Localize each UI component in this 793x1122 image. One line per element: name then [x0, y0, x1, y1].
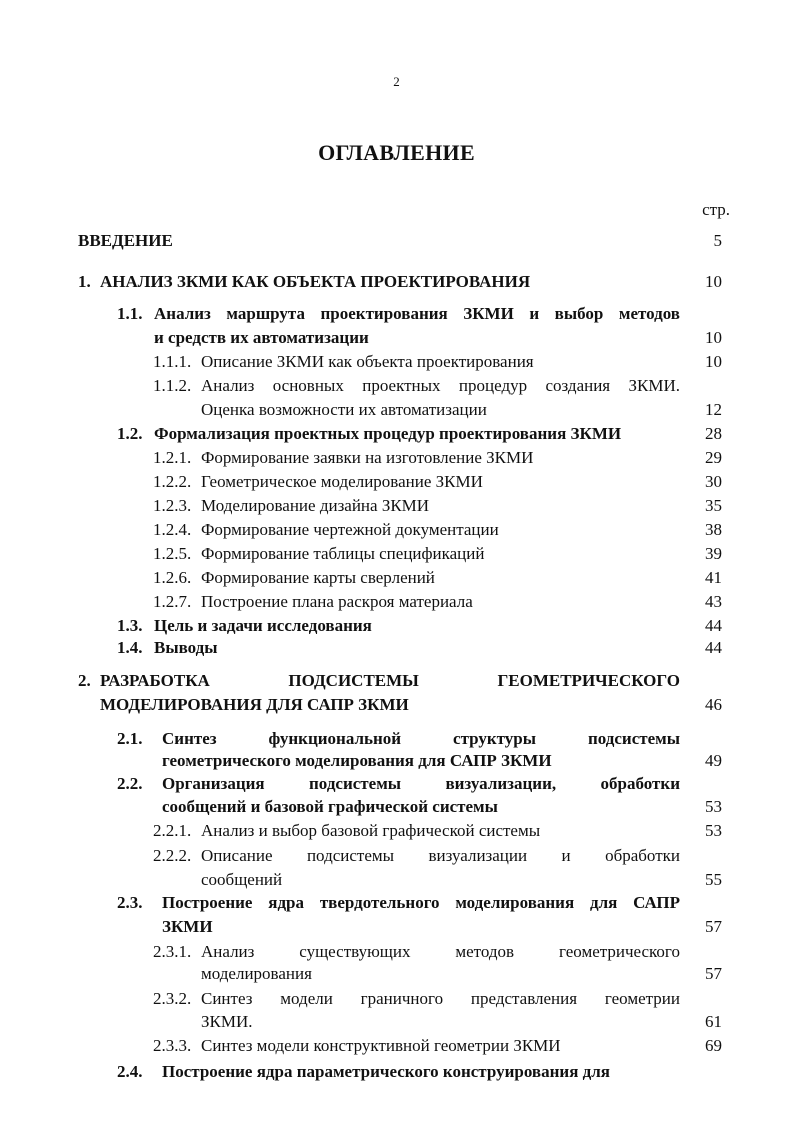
- page-title: ОГЛАВЛЕНИЕ: [318, 140, 475, 165]
- toc-entry-number: 1.2.4.: [153, 520, 192, 539]
- toc-entry-page: 41: [705, 568, 722, 587]
- toc-entry-title-line: Синтез модели граничного представления геометрии: [201, 989, 680, 1008]
- toc-entry-title-line: Построение плана раскроя материала: [201, 592, 473, 611]
- toc-entry-title-line: Моделирование дизайна ЗКМИ: [201, 496, 430, 515]
- toc-entry-number: 1.1.1.: [153, 352, 192, 371]
- toc-entry-title-line: ВВЕДЕНИЕ: [78, 231, 173, 250]
- toc-entry-title-line: Анализ существующих методов геометрического: [201, 942, 680, 961]
- toc-entry-number: 2.3.3.: [153, 1036, 192, 1055]
- toc-entry-page: 29: [705, 448, 722, 467]
- toc-entry-page: 30: [705, 472, 722, 491]
- toc-entry-page: 57: [705, 917, 722, 936]
- toc-entry-number: 1.2.6.: [153, 568, 192, 587]
- toc-entry-title-line: Анализ маршрута проектирования ЗКМИ и выбор методов: [154, 304, 680, 323]
- toc-entry-page: 49: [705, 751, 722, 770]
- toc-entry-page: 44: [705, 616, 722, 635]
- toc-entry-title-line: РАЗРАБОТКА ПОДСИСТЕМЫ ГЕОМЕТРИЧЕСКОГО: [100, 671, 680, 690]
- toc-entry-number: 2.4.: [117, 1062, 143, 1081]
- toc-entry-title-line: и средств их автоматизации: [154, 328, 369, 347]
- toc-entry-title-line: Формализация проектных процедур проектирования ЗКМИ: [154, 424, 622, 443]
- toc-entry-number: 1.: [78, 272, 91, 291]
- toc-entry-title-line: Построение ядра твердотельного моделирования для САПР: [162, 893, 680, 912]
- toc-entry-number: 1.2.3.: [153, 496, 192, 515]
- toc-entry-number: 1.4.: [117, 638, 143, 657]
- toc-entry-number: 2.3.: [117, 893, 143, 912]
- toc-entry-page: 5: [713, 231, 722, 250]
- toc-entry-title-line: Выводы: [154, 638, 218, 657]
- toc-entry-title-line: Описание подсистемы визуализации и обработки: [201, 846, 680, 865]
- toc-entry-title-line: Организация подсистемы визуализации, обработки: [162, 774, 680, 793]
- toc-entry-page: 38: [705, 520, 722, 539]
- toc-entry-title-line: Анализ и выбор базовой графической системы: [201, 821, 541, 840]
- toc-entry-title-line: МОДЕЛИРОВАНИЯ ДЛЯ САПР ЗКМИ: [100, 695, 409, 714]
- toc-entry-number: 1.3.: [117, 616, 143, 635]
- toc-entry-number: 1.1.: [117, 304, 143, 323]
- toc-entry-title-line: Формирование карты сверлений: [201, 568, 435, 587]
- toc-entry-title-line: геометрического моделирования для САПР ЗКМИ: [162, 751, 552, 770]
- toc-entry-page: 12: [705, 400, 722, 419]
- toc-entry-number: 1.2.: [117, 424, 143, 443]
- toc-entry-title-line: Формирование заявки на изготовление ЗКМИ: [201, 448, 534, 467]
- toc-entry-number: 2.2.: [117, 774, 143, 793]
- toc-entry-title-line: АНАЛИЗ ЗКМИ КАК ОБЪЕКТА ПРОЕКТИРОВАНИЯ: [100, 272, 531, 291]
- toc-entry-title-line: ЗКМИ: [162, 917, 213, 936]
- toc-entry-number: 1.2.7.: [153, 592, 192, 611]
- toc-entry-number: 2.3.2.: [153, 989, 192, 1008]
- toc-entry-number: 2.2.2.: [153, 846, 192, 865]
- toc-entry-page: 46: [705, 695, 722, 714]
- toc-entry-number: 1.1.2.: [153, 376, 192, 395]
- toc-entry-title-line: Формирование таблицы спецификаций: [201, 544, 485, 563]
- toc-entry-number: 2.: [78, 671, 91, 690]
- toc-entry-title-line: сообщений и базовой графической системы: [162, 797, 498, 816]
- page-number: 2: [393, 74, 400, 89]
- toc-entry-title-line: Описание ЗКМИ как объекта проектирования: [201, 352, 534, 371]
- toc-entry-page: 28: [705, 424, 722, 443]
- page-column-label: стр.: [702, 200, 730, 219]
- toc-entry-page: 53: [705, 821, 722, 840]
- toc-entry-number: 1.2.1.: [153, 448, 192, 467]
- toc-entry-page: 10: [705, 328, 722, 347]
- toc-entry-page: 57: [705, 964, 722, 983]
- toc-entry-page: 10: [705, 272, 722, 291]
- toc-entry-page: 44: [705, 638, 722, 657]
- toc-entry-page: 53: [705, 797, 722, 816]
- toc-entry-number: 2.3.1.: [153, 942, 192, 961]
- toc-entry-page: 55: [705, 870, 722, 889]
- toc-entry-page: 69: [705, 1036, 722, 1055]
- toc-entry-title-line: Формирование чертежной документации: [201, 520, 499, 539]
- toc-entry-title-line: Построение ядра параметрического конструирования для: [162, 1062, 610, 1081]
- toc-entry-number: 1.2.5.: [153, 544, 192, 563]
- toc-entry-title-line: моделирования: [201, 964, 312, 983]
- toc-entry-number: 2.1.: [117, 729, 143, 748]
- toc-entry-title-line: Оценка возможности их автоматизации: [201, 400, 487, 419]
- toc-entry-title-line: Синтез модели конструктивной геометрии ЗКМИ: [201, 1036, 561, 1055]
- toc-entry-page: 43: [705, 592, 722, 611]
- toc-entry-title-line: Цель и задачи исследования: [154, 616, 372, 635]
- toc-entry-page: 10: [705, 352, 722, 371]
- toc-entry-number: 2.2.1.: [153, 821, 192, 840]
- toc-entry-number: 1.2.2.: [153, 472, 192, 491]
- toc-entry-title-line: Синтез функциональной структуры подсистемы: [162, 729, 680, 748]
- toc-entry-title-line: сообщений: [201, 870, 283, 889]
- toc-entry-page: 35: [705, 496, 722, 515]
- toc-entry-page: 39: [705, 544, 722, 563]
- toc-entry-title-line: ЗКМИ.: [201, 1012, 253, 1031]
- toc-entry-title-line: Геометрическое моделирование ЗКМИ: [201, 472, 483, 491]
- toc-entry-page: 61: [705, 1012, 722, 1031]
- toc-entry-title-line: Анализ основных проектных процедур создания ЗКМИ.: [201, 376, 680, 395]
